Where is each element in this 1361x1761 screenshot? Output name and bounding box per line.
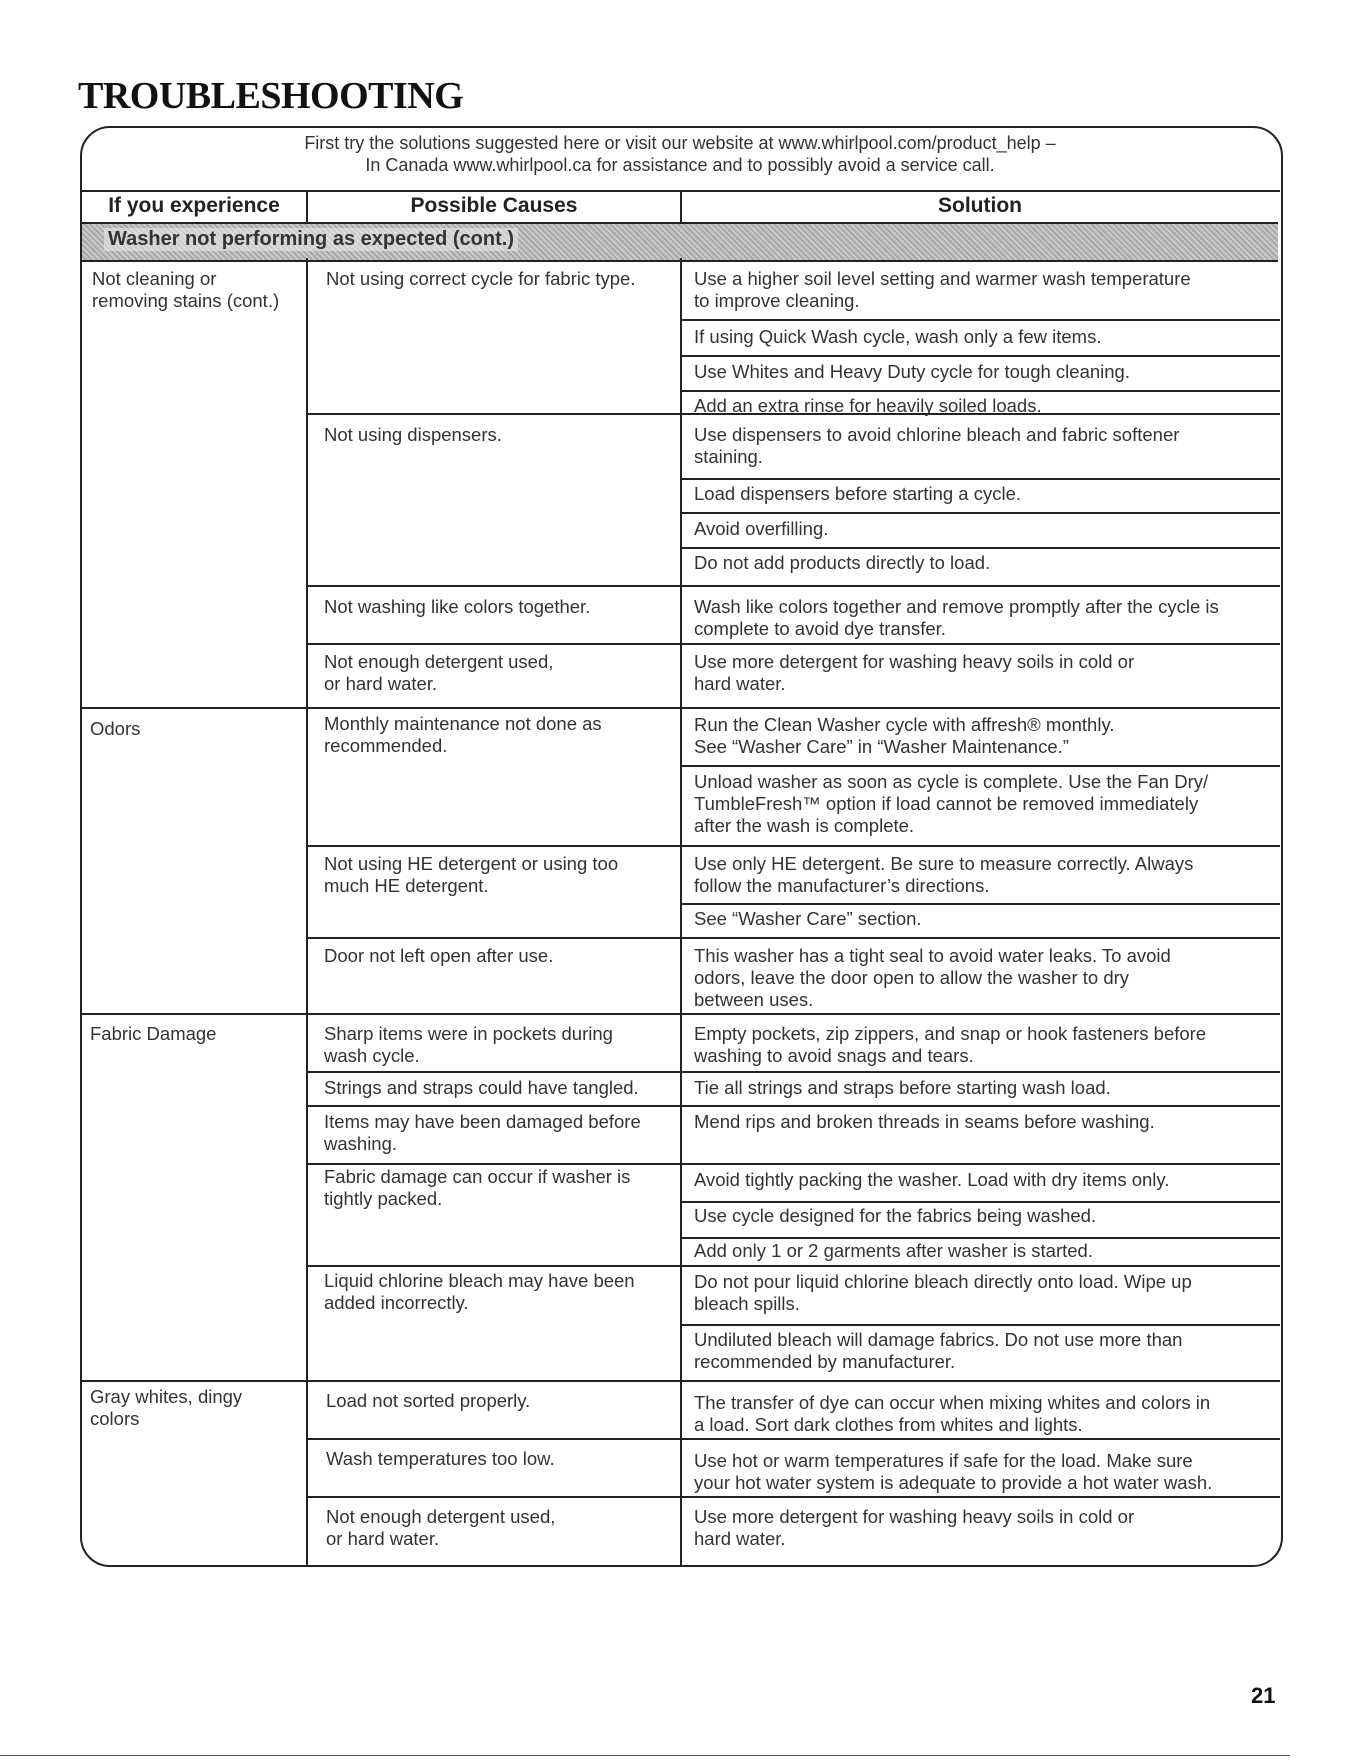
row-divider-odors [80,707,1280,709]
experience-text: Not cleaning or removing stains (cont.) [92,268,280,311]
solution-cell: See “Washer Care” section. [694,908,922,929]
header-divider-2 [680,190,682,222]
solution-cell: Wash like colors together and remove promptly after the cycle is complete to avoid dye transfer. [694,596,1219,639]
solution-cell: Add an extra rinse for heavily soiled loads. [694,395,1042,416]
experience-cell [92,268,302,312]
column-divider-2 [680,258,682,1565]
cause-cell: Door not left open after use. [324,945,554,966]
cause-rule-15 [306,1496,1280,1498]
cause-rule-3 [306,585,1280,587]
cause-rule-11 [306,1163,1280,1165]
experience-cell [90,1023,300,1045]
solution-cell: Run the Clean Washer cycle with affresh® monthly. See “Washer Care” in “Washer Maintenance.” [694,714,1115,757]
solution-cell: If using Quick Wash cycle, wash only a few items. [694,326,1102,347]
cause-rule-7 [306,937,1280,939]
experience-text: Fabric Damage [90,1023,217,1044]
cause-cell: Not washing like colors together. [324,596,591,617]
solution-cell: This washer has a tight seal to avoid water leaks. To avoid odors, leave the door open to allow the washer to dry between uses. [694,945,1171,1010]
solution-cell: Avoid overfilling. [694,518,829,539]
intro-line-1: First try the solutions suggested here or visit our website at www.whirlpool.com/product_help – [304,133,1056,153]
solution-rule-a [680,319,1280,321]
cause-cell: Wash temperatures too low. [326,1448,555,1469]
cause-cell: Strings and straps could have tangled. [324,1077,639,1098]
solution-cell: Undiluted bleach will damage fabrics. Do not use more than recommended by manufacturer. [694,1329,1183,1372]
experience-cell [90,1386,300,1430]
page-number: 21 [1251,1683,1276,1708]
cause-rule-10 [306,1105,1280,1107]
cause-cell: Items may have been damaged before washing. [324,1111,641,1154]
solution-cell: Do not pour liquid chlorine bleach directly onto load. Wipe up bleach spills. [694,1271,1192,1314]
solution-rule-c [680,390,1280,392]
solution-rule-b [680,355,1280,357]
cause-cell: Liquid chlorine bleach may have been added incorrectly. [324,1270,635,1313]
solution-rule-g [680,765,1280,767]
cause-cell: Not enough detergent used, or hard water. [324,651,554,694]
cause-cell: Not using correct cycle for fabric type. [326,268,636,289]
solution-cell: Use more detergent for washing heavy soils in cold or hard water. [694,1506,1135,1549]
row-divider-gray [80,1380,1280,1382]
intro-text [90,132,1270,176]
cause-cell: Not using dispensers. [324,424,502,445]
page-title: TROUBLESHOOTING [78,75,464,117]
solution-rule-d [680,478,1280,480]
solution-rule-k [680,1324,1280,1326]
cause-rule-12 [306,1265,1280,1267]
footer-rule [0,1755,1290,1756]
experience-cell [90,718,300,740]
solution-cell: Load dispensers before starting a cycle. [694,483,1022,504]
cause-rule-14 [306,1438,1280,1440]
solution-cell: Empty pockets, zip zippers, and snap or hook fasteners before washing to avoid snags and tears. [694,1023,1207,1066]
header-experience: If you experience [108,194,280,217]
cause-cell: Monthly maintenance not done as recommended. [324,713,602,756]
solution-rule-f [680,547,1280,549]
solution-cell: Use Whites and Heavy Duty cycle for tough cleaning. [694,361,1130,382]
solution-rule-e [680,512,1280,514]
solution-cell: Use hot or warm temperatures if safe for the load. Make sure your hot water system is adequate to provide a hot water wash. [694,1450,1213,1493]
header-solution: Solution [938,194,1022,217]
solution-cell: Avoid tightly packing the washer. Load with dry items only. [694,1169,1170,1190]
experience-text: Odors [90,718,141,739]
cause-rule-4 [306,643,1280,645]
solution-cell: The transfer of dye can occur when mixing whites and colors in a load. Sort dark clothes from whites and lights. [694,1392,1211,1435]
solution-cell: Tie all strings and straps before starting wash load. [694,1077,1111,1098]
header-divider-1 [306,190,308,222]
cause-cell: Not using HE detergent or using too much HE detergent. [324,853,619,896]
solution-cell: Mend rips and broken threads in seams before washing. [694,1111,1155,1132]
cause-rule-6 [306,845,1280,847]
solution-cell: Use dispensers to avoid chlorine bleach and fabric softener staining. [694,424,1180,467]
section-band [82,222,1278,262]
cause-cell: Fabric damage can occur if washer is tightly packed. [324,1166,631,1209]
solution-cell: Use a higher soil level setting and warmer wash temperature to improve cleaning. [694,268,1191,311]
solution-cell: Use cycle designed for the fabrics being washed. [694,1205,1097,1226]
solution-rule-i [680,1201,1280,1203]
intro-line-2: In Canada www.whirlpool.ca for assistance and to possibly avoid a service call. [365,155,995,175]
cause-cell: Sharp items were in pockets during wash cycle. [324,1023,613,1066]
experience-text: Gray whites, dingy colors [90,1386,243,1429]
solution-rule-h [680,903,1280,905]
solution-cell: Unload washer as soon as cycle is complete. Use the Fan Dry/ TumbleFresh™ option if load cannot be removed immediately after the wash is complete. [694,771,1209,836]
header-causes: Possible Causes [410,194,578,217]
cause-cell: Load not sorted properly. [326,1390,531,1411]
solution-cell: Use more detergent for washing heavy soils in cold or hard water. [694,651,1135,694]
solution-cell: Use only HE detergent. Be sure to measure correctly. Always follow the manufacturer’s directions. [694,853,1194,896]
row-divider-fabric [80,1013,1280,1015]
column-divider-1 [306,258,308,1565]
solution-rule-j [680,1237,1280,1239]
cause-cell: Not enough detergent used, or hard water. [326,1506,556,1549]
section-title: Washer not performing as expected (cont.) [104,228,518,251]
cause-rule-9 [306,1071,1280,1073]
solution-cell: Add only 1 or 2 garments after washer is started. [694,1240,1093,1261]
solution-cell: Do not add products directly to load. [694,552,991,573]
